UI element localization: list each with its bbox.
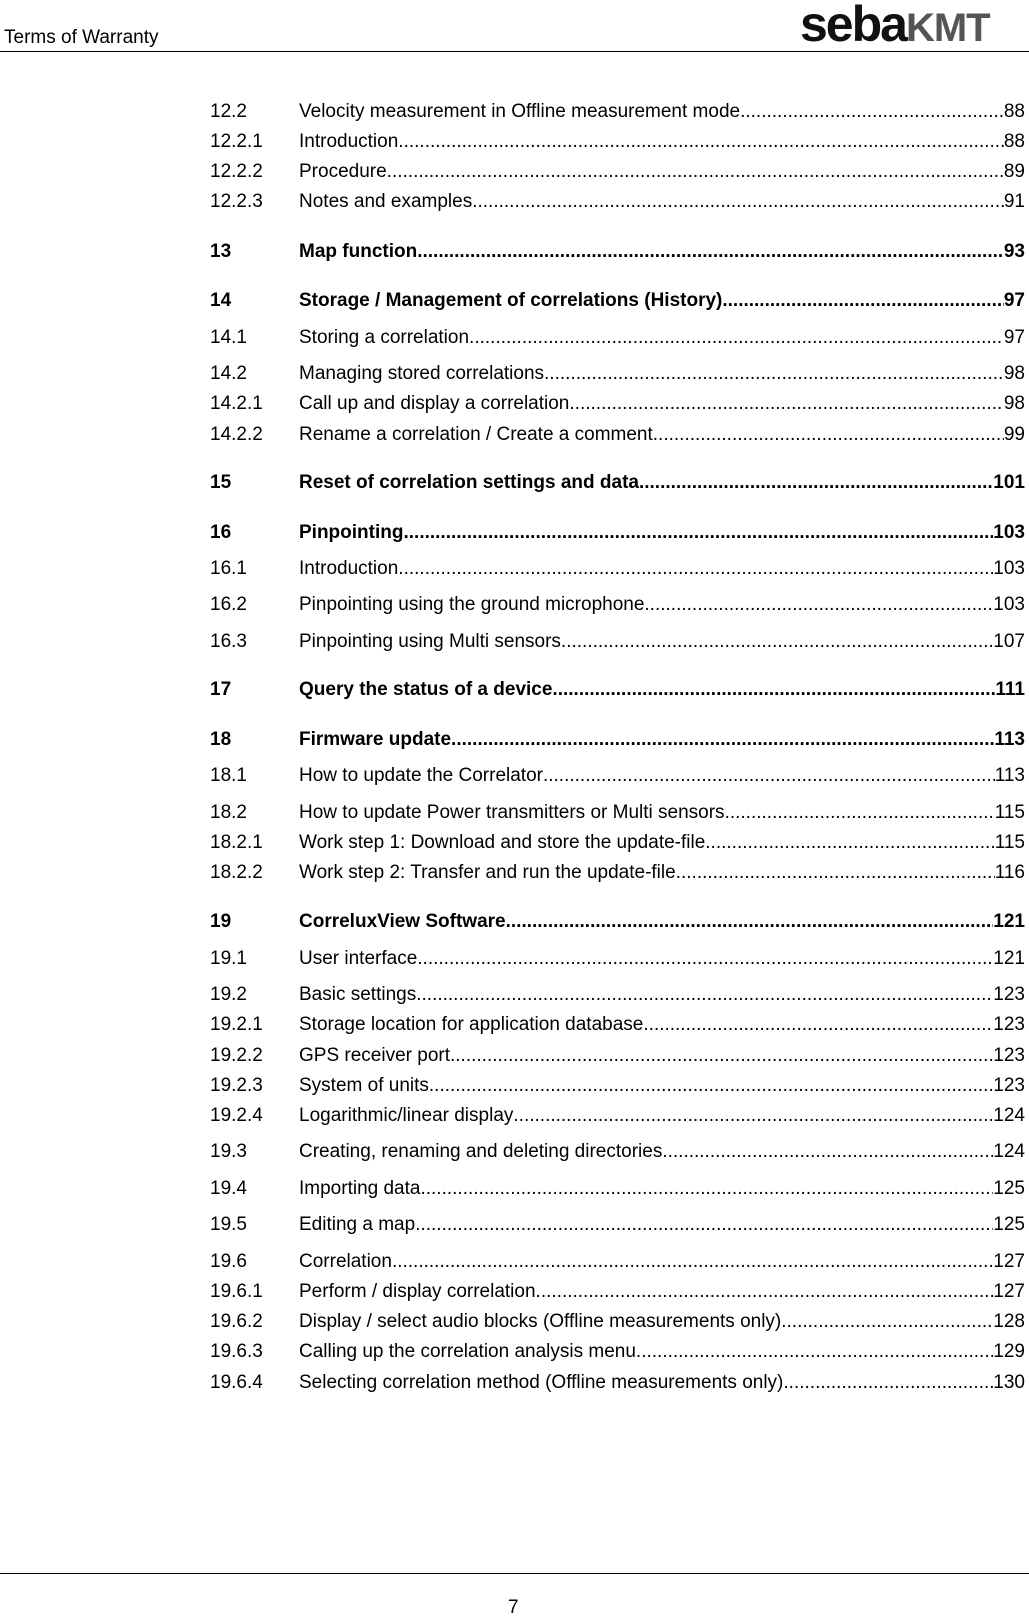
- toc-entry-title: Storage location for application database: [299, 1014, 644, 1035]
- dot-leader: [781, 1310, 993, 1334]
- toc-entry-page: 115: [994, 832, 1025, 853]
- toc-entry-page: 111: [995, 679, 1025, 700]
- toc-entry-number: 15: [210, 472, 232, 493]
- toc-entry-title: Basic settings: [299, 984, 417, 1005]
- dot-leader: [783, 1371, 993, 1395]
- toc-entry-page: 123: [993, 1045, 1025, 1066]
- dot-leader: [543, 764, 995, 788]
- toc-entry-title: Call up and display a correlation: [299, 393, 570, 414]
- dot-leader: [392, 1250, 993, 1274]
- toc-entry-number: 19.3: [210, 1141, 247, 1162]
- toc-entry-page: 123: [993, 1075, 1025, 1096]
- toc-entry-number: 14.1: [210, 327, 247, 348]
- running-header-title: Terms of Warranty: [4, 27, 159, 48]
- toc-entry-title: Perform / display correlation: [299, 1281, 536, 1302]
- toc-entry-page: 124: [993, 1105, 1025, 1126]
- toc-entry-page: 125: [993, 1178, 1025, 1199]
- toc-entry-title: Logarithmic/linear display: [299, 1105, 514, 1126]
- toc-entry[interactable]: [210, 1371, 1025, 1395]
- toc-entry-number: 14.2.2: [210, 424, 263, 445]
- toc-entry-page: 98: [1003, 393, 1025, 414]
- toc-entry-title: Managing stored correlations: [299, 363, 545, 384]
- toc-entry[interactable]: [210, 630, 1025, 654]
- toc-entry-page: 128: [993, 1311, 1025, 1332]
- toc-entry-number: 14.2: [210, 363, 247, 384]
- toc-entry-page: 103: [993, 594, 1025, 615]
- toc-entry-page: 101: [993, 472, 1025, 493]
- toc-entry-number: 19: [210, 911, 232, 932]
- toc-entry-title: Map function: [299, 241, 418, 262]
- toc-entry[interactable]: [210, 728, 1025, 752]
- dot-leader: [403, 521, 993, 545]
- toc-entry[interactable]: [210, 801, 1025, 825]
- toc-entry-page: 116: [994, 862, 1025, 883]
- toc-entry-number: 19.2.2: [210, 1045, 263, 1066]
- toc-entry-title: Velocity measurement in Offline measurement mode: [299, 101, 741, 122]
- toc-entry-title: Pinpointing using the ground microphone: [299, 594, 645, 615]
- toc-entry[interactable]: [210, 861, 1025, 885]
- toc-entry-number: 19.6.4: [210, 1372, 263, 1393]
- toc-entry-title: Work step 2: Transfer and run the update-file: [299, 862, 676, 883]
- toc-entry[interactable]: [210, 1340, 1025, 1364]
- toc-entry-page: 88: [1003, 131, 1025, 152]
- toc-entry-title: Selecting correlation method (Offline measurements only): [299, 1372, 784, 1393]
- toc-entry-number: 16.2: [210, 594, 247, 615]
- page-number: 7: [508, 1597, 519, 1618]
- toc-entry-title: Editing a map: [299, 1214, 416, 1235]
- dot-leader: [552, 678, 995, 702]
- dot-leader: [536, 1280, 994, 1304]
- toc-entry-title: System of units: [299, 1075, 429, 1096]
- toc-entry[interactable]: [210, 130, 1025, 154]
- header-divider: [0, 51, 1029, 52]
- toc-entry-page: 107: [993, 631, 1025, 652]
- toc-entry-title: Introduction: [299, 558, 399, 579]
- toc-entry-title: Storing a correlation: [299, 327, 470, 348]
- toc-entry-title: Storage / Management of correlations (History): [299, 290, 723, 311]
- dot-leader: [569, 392, 1003, 416]
- toc-entry[interactable]: [210, 1104, 1025, 1128]
- toc-entry-title: Procedure: [299, 161, 387, 182]
- dot-leader: [662, 1140, 993, 1164]
- dot-leader: [513, 1104, 993, 1128]
- dot-leader: [417, 947, 993, 971]
- toc-entry[interactable]: [210, 910, 1025, 934]
- toc-entry-number: 19.5: [210, 1214, 247, 1235]
- toc-entry-number: 18.1: [210, 765, 247, 786]
- footer-divider: [0, 1573, 1029, 1574]
- toc-entry-page: 103: [993, 522, 1025, 543]
- toc-entry[interactable]: [210, 1044, 1025, 1068]
- toc-entry-title: Introduction: [299, 131, 399, 152]
- dot-leader: [451, 728, 994, 752]
- dot-leader: [676, 861, 995, 885]
- toc-entry[interactable]: [210, 1013, 1025, 1037]
- toc-entry[interactable]: [210, 983, 1025, 1007]
- dot-leader: [544, 362, 1004, 386]
- dot-leader: [740, 100, 1004, 124]
- toc-entry[interactable]: [210, 326, 1025, 350]
- toc-entry-title: GPS receiver port: [299, 1045, 450, 1066]
- toc-entry[interactable]: [210, 1310, 1025, 1334]
- toc-entry-page: 89: [1003, 161, 1025, 182]
- dot-leader: [415, 1213, 993, 1237]
- toc-entry[interactable]: [210, 557, 1025, 581]
- toc-entry-title: Creating, renaming and deleting directories: [299, 1141, 663, 1162]
- toc-entry-number: 19.2.4: [210, 1105, 263, 1126]
- toc-entry-page: 129: [993, 1341, 1025, 1362]
- toc-entry-number: 18.2.1: [210, 832, 263, 853]
- toc-entry[interactable]: [210, 362, 1025, 386]
- toc-entry-title: User interface: [299, 948, 418, 969]
- toc-entry-page: 121: [993, 911, 1025, 932]
- toc-entry-page: 97: [1003, 327, 1025, 348]
- toc-entry-number: 16.1: [210, 558, 247, 579]
- dot-leader: [416, 983, 993, 1007]
- dot-leader: [725, 801, 995, 825]
- toc-entry-number: 18.2: [210, 802, 247, 823]
- dot-leader: [420, 1177, 993, 1201]
- dot-leader: [398, 557, 993, 581]
- toc-entry-number: 18: [210, 729, 232, 750]
- toc-entry-number: 16.3: [210, 631, 247, 652]
- toc-entry[interactable]: [210, 240, 1025, 264]
- toc-entry-number: 13: [210, 241, 232, 262]
- toc-entry-number: 19.6.2: [210, 1311, 263, 1332]
- toc-entry-number: 16: [210, 522, 232, 543]
- toc-entry-page: 93: [1003, 241, 1025, 262]
- dot-leader: [561, 630, 993, 654]
- toc-entry[interactable]: [210, 678, 1025, 702]
- dot-leader: [506, 910, 994, 934]
- toc-entry[interactable]: [210, 593, 1025, 617]
- sebakmt-logo: sebaKMT: [800, 0, 990, 52]
- toc-entry-page: 127: [993, 1281, 1025, 1302]
- toc-entry-page: 127: [993, 1251, 1025, 1272]
- toc-entry-number: 17: [210, 679, 232, 700]
- toc-entry-title: Rename a correlation / Create a comment: [299, 424, 653, 445]
- dot-leader: [653, 423, 1004, 447]
- toc-entry-number: 19.4: [210, 1178, 247, 1199]
- toc-entry-number: 12.2.2: [210, 161, 263, 182]
- toc-entry-number: 14.2.1: [210, 393, 263, 414]
- toc-entry-page: 91: [1003, 191, 1025, 212]
- toc-entry-number: 19.6.1: [210, 1281, 263, 1302]
- toc-entry-title: CorreluxView Software: [299, 911, 506, 932]
- toc-entry-title: Importing data: [299, 1178, 421, 1199]
- toc-entry-title: Calling up the correlation analysis menu: [299, 1341, 636, 1362]
- toc-entry[interactable]: [210, 764, 1025, 788]
- toc-entry-number: 19.2.1: [210, 1014, 263, 1035]
- toc-entry-number: 12.2.3: [210, 191, 263, 212]
- toc-entry[interactable]: [210, 1177, 1025, 1201]
- toc-entry[interactable]: [210, 289, 1025, 313]
- dot-leader: [417, 240, 1004, 264]
- toc-entry-page: 113: [994, 729, 1025, 750]
- toc-entry-page: 125: [993, 1214, 1025, 1235]
- toc-entry-page: 97: [1003, 290, 1025, 311]
- toc-entry-page: 121: [993, 948, 1025, 969]
- dot-leader: [705, 831, 994, 855]
- toc-entry[interactable]: [210, 947, 1025, 971]
- toc-entry[interactable]: [210, 423, 1025, 447]
- dot-leader: [722, 289, 1004, 313]
- dot-leader: [639, 471, 993, 495]
- toc-entry-title: Query the status of a device: [299, 679, 553, 700]
- toc-entry-title: Reset of correlation settings and data: [299, 472, 639, 493]
- toc-entry[interactable]: [210, 471, 1025, 495]
- dot-leader: [472, 190, 1004, 214]
- toc-entry-number: 19.2.3: [210, 1075, 263, 1096]
- toc-entry[interactable]: [210, 100, 1025, 124]
- toc-entry-title: Notes and examples: [299, 191, 473, 212]
- toc-entry-title: How to update Power transmitters or Multi sensors: [299, 802, 725, 823]
- toc-entry-number: 19.2: [210, 984, 247, 1005]
- toc-entry-title: Firmware update: [299, 729, 452, 750]
- toc-entry-page: 99: [1003, 424, 1025, 445]
- toc-entry-number: 14: [210, 290, 232, 311]
- toc-entry[interactable]: [210, 160, 1025, 184]
- toc-entry-page: 103: [993, 558, 1025, 579]
- dot-leader: [450, 1044, 993, 1068]
- toc-entry[interactable]: [210, 1074, 1025, 1098]
- dot-leader: [469, 326, 1004, 350]
- toc-entry[interactable]: [210, 1213, 1025, 1237]
- toc-entry-number: 12.2.1: [210, 131, 263, 152]
- toc-entry-number: 19.6.3: [210, 1341, 263, 1362]
- dot-leader: [387, 160, 1004, 184]
- toc-entry-page: 123: [993, 984, 1025, 1005]
- toc-entry-title: Work step 1: Download and store the update-file: [299, 832, 706, 853]
- toc-entry-page: 98: [1003, 363, 1025, 384]
- toc-entry-number: 12.2: [210, 101, 247, 122]
- toc-entry-page: 115: [994, 802, 1025, 823]
- toc-entry[interactable]: [210, 1140, 1025, 1164]
- toc-entry[interactable]: [210, 521, 1025, 545]
- toc-entry-title: Display / select audio blocks (Offline measurements only): [299, 1311, 782, 1332]
- toc-entry[interactable]: [210, 1280, 1025, 1304]
- toc-entry-number: 19.1: [210, 948, 247, 969]
- toc-entry-title: Pinpointing: [299, 522, 404, 543]
- toc-entry-page: 124: [993, 1141, 1025, 1162]
- toc-entry-title: How to update the Correlator: [299, 765, 543, 786]
- dot-leader: [636, 1340, 993, 1364]
- toc-entry[interactable]: [210, 831, 1025, 855]
- dot-leader: [429, 1074, 993, 1098]
- toc-entry-number: 19.6: [210, 1251, 247, 1272]
- dot-leader: [398, 130, 1004, 154]
- toc-entry[interactable]: [210, 392, 1025, 416]
- toc-entry-title: Pinpointing using Multi sensors: [299, 631, 561, 652]
- toc-entry-page: 113: [994, 765, 1025, 786]
- toc-entry-page: 123: [993, 1014, 1025, 1035]
- toc-entry-number: 18.2.2: [210, 862, 263, 883]
- toc-entry-title: Correlation: [299, 1251, 392, 1272]
- toc-entry[interactable]: [210, 190, 1025, 214]
- toc-entry-page: 88: [1003, 101, 1025, 122]
- toc-entry[interactable]: [210, 1250, 1025, 1274]
- dot-leader: [643, 1013, 993, 1037]
- toc-entry-page: 130: [993, 1372, 1025, 1393]
- dot-leader: [644, 593, 993, 617]
